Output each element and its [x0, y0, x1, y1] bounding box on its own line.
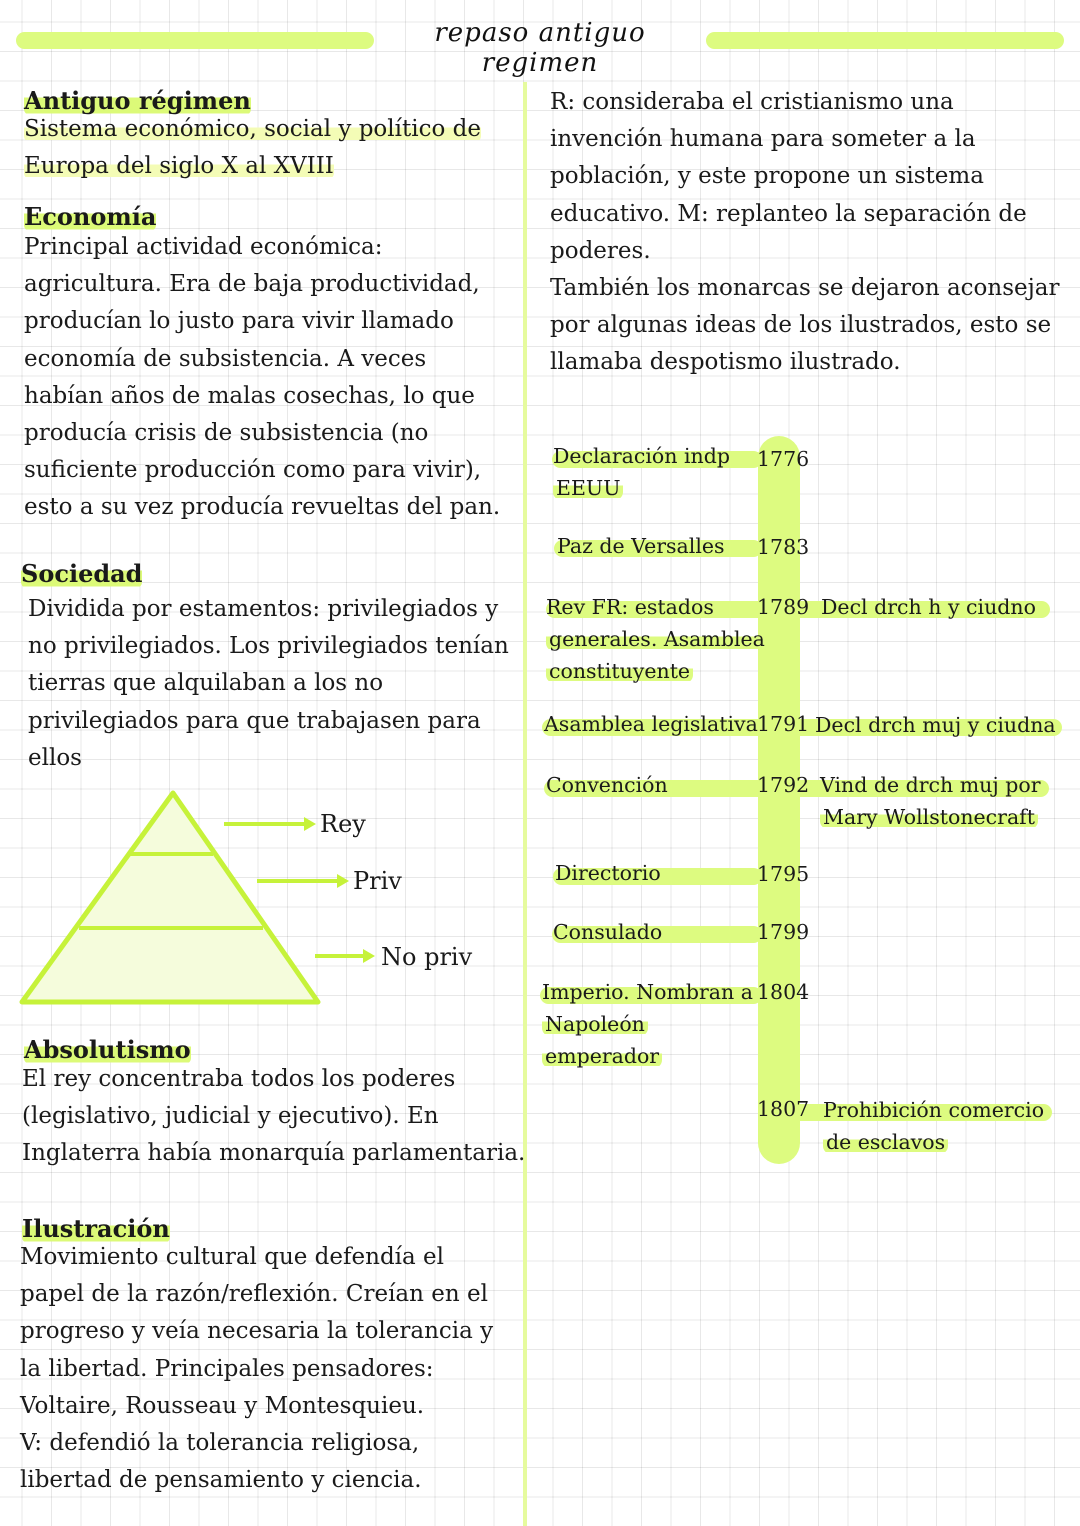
- pyramid-label-no-priv: No priv: [381, 943, 473, 971]
- heading-absolutismo: Absolutismo: [24, 1035, 191, 1064]
- ilustracion-line: progreso y veía necesaria la tolerancia y: [20, 1318, 494, 1345]
- economia-line: agricultura. Era de baja productividad,: [24, 271, 480, 298]
- notes-line: R: consideraba el cristianismo una: [550, 89, 954, 115]
- absolutismo-line: Inglaterra había monarquía parlamentaria.: [22, 1140, 526, 1167]
- timeline-event-left: Rev FR: estados generales. Asamblea constituyente: [546, 591, 768, 687]
- economia-line: producía crisis de subsistencia (no: [24, 420, 429, 447]
- timeline-event-left: Consulado: [553, 920, 663, 944]
- absolutismo-line: El rey concentraba todos los poderes: [22, 1066, 456, 1092]
- economia-line: esto a su vez producía revueltas del pan.: [24, 494, 501, 521]
- economia-line: Principal actividad económica:: [24, 234, 383, 260]
- timeline-event-left: Imperio. Nombran a Napoleón emperador: [542, 980, 753, 1068]
- timeline-event-left: Paz de Versalles: [557, 534, 725, 558]
- timeline-year: 1795: [757, 862, 810, 886]
- sociedad-line: ellos: [28, 744, 82, 771]
- ilustracion-line: Voltaire, Rousseau y Montesquieu.: [20, 1392, 425, 1419]
- timeline-event-right: Vind de drch muj por Mary Wollstonecraft: [820, 773, 1041, 829]
- timeline-year: 1804: [757, 980, 810, 1004]
- title-bar-right: [706, 32, 1064, 49]
- notes-line: invención humana para someter a la: [550, 126, 976, 153]
- heading-sociedad: Sociedad: [21, 559, 143, 588]
- notes-line: población, y este propone un sistema: [550, 163, 984, 190]
- timeline-year: 1789: [757, 595, 810, 619]
- timeline-year: 1792: [757, 773, 810, 797]
- notes-line: llamaba despotismo ilustrado.: [550, 349, 901, 376]
- timeline-event-left: Convención: [546, 773, 668, 797]
- page-title: repaso antiguo regimen: [434, 18, 646, 78]
- ilustracion-line: V: defendió la tolerancia religiosa,: [20, 1430, 420, 1457]
- timeline-year: 1799: [757, 920, 810, 944]
- antiguo-line: Europa del siglo X al XVIII: [24, 153, 334, 180]
- title-bar-left: [16, 32, 374, 49]
- heading-ilustracion: Ilustración: [22, 1214, 170, 1243]
- notes-line: por algunas ideas de los ilustrados, esto se: [550, 312, 1052, 339]
- economia-line: economía de subsistencia. A veces: [24, 345, 427, 372]
- sociedad-line: no privilegiados. Los privilegiados tenían: [28, 633, 509, 660]
- absolutismo-line: (legislativo, judicial y ejecutivo). En: [22, 1103, 439, 1130]
- timeline-year: 1807: [757, 1097, 810, 1121]
- heading-antiguo-regimen: Antiguo régimen: [24, 86, 251, 115]
- timeline-year: 1791: [757, 712, 810, 736]
- heading-economia: Economía: [24, 202, 157, 231]
- timeline-event-right: Decl drch muj y ciudna: [815, 713, 1056, 737]
- ilustracion-line: libertad de pensamiento y ciencia.: [20, 1467, 422, 1494]
- antiguo-line: Sistema económico, social y político de: [24, 116, 481, 142]
- timeline-event-left: Asamblea legislativa: [544, 712, 758, 736]
- notes-line: educativo. M: replanteo la separación de: [550, 200, 1027, 227]
- timeline-event-left: Declaración indp EEUU: [553, 444, 730, 500]
- sociedad-line: privilegiados para que trabajasen para: [28, 707, 481, 734]
- timeline-event-right: Prohibición comercio de esclavos: [823, 1098, 1045, 1154]
- economia-line: producían lo justo para vivir llamado: [24, 308, 454, 335]
- sociedad-line: Dividida por estamentos: privilegiados y: [28, 596, 499, 622]
- timeline-year: 1776: [757, 447, 810, 471]
- ilustracion-line: Movimiento cultural que defendía el: [20, 1244, 445, 1270]
- ilustracion-line: papel de la razón/reflexión. Creían en el: [20, 1281, 488, 1308]
- timeline-event-right: Decl drch h y ciudno: [821, 595, 1036, 619]
- sociedad-line: tierras que alquilaban a los no: [28, 670, 384, 697]
- ilustracion-line: la libertad. Principales pensadores:: [20, 1355, 434, 1382]
- economia-line: suficiente producción como para vivir),: [24, 457, 482, 484]
- notes-line: poderes.: [550, 237, 651, 264]
- timeline-event-left: Directorio: [555, 861, 661, 885]
- notes-line: También los monarcas se dejaron aconsejar: [550, 275, 1060, 302]
- economia-line: habían años de malas cosechas, lo que: [24, 382, 475, 409]
- pyramid-label-rey: Rey: [320, 810, 366, 838]
- pyramid-label-priv: Priv: [353, 867, 402, 895]
- timeline-year: 1783: [757, 535, 810, 559]
